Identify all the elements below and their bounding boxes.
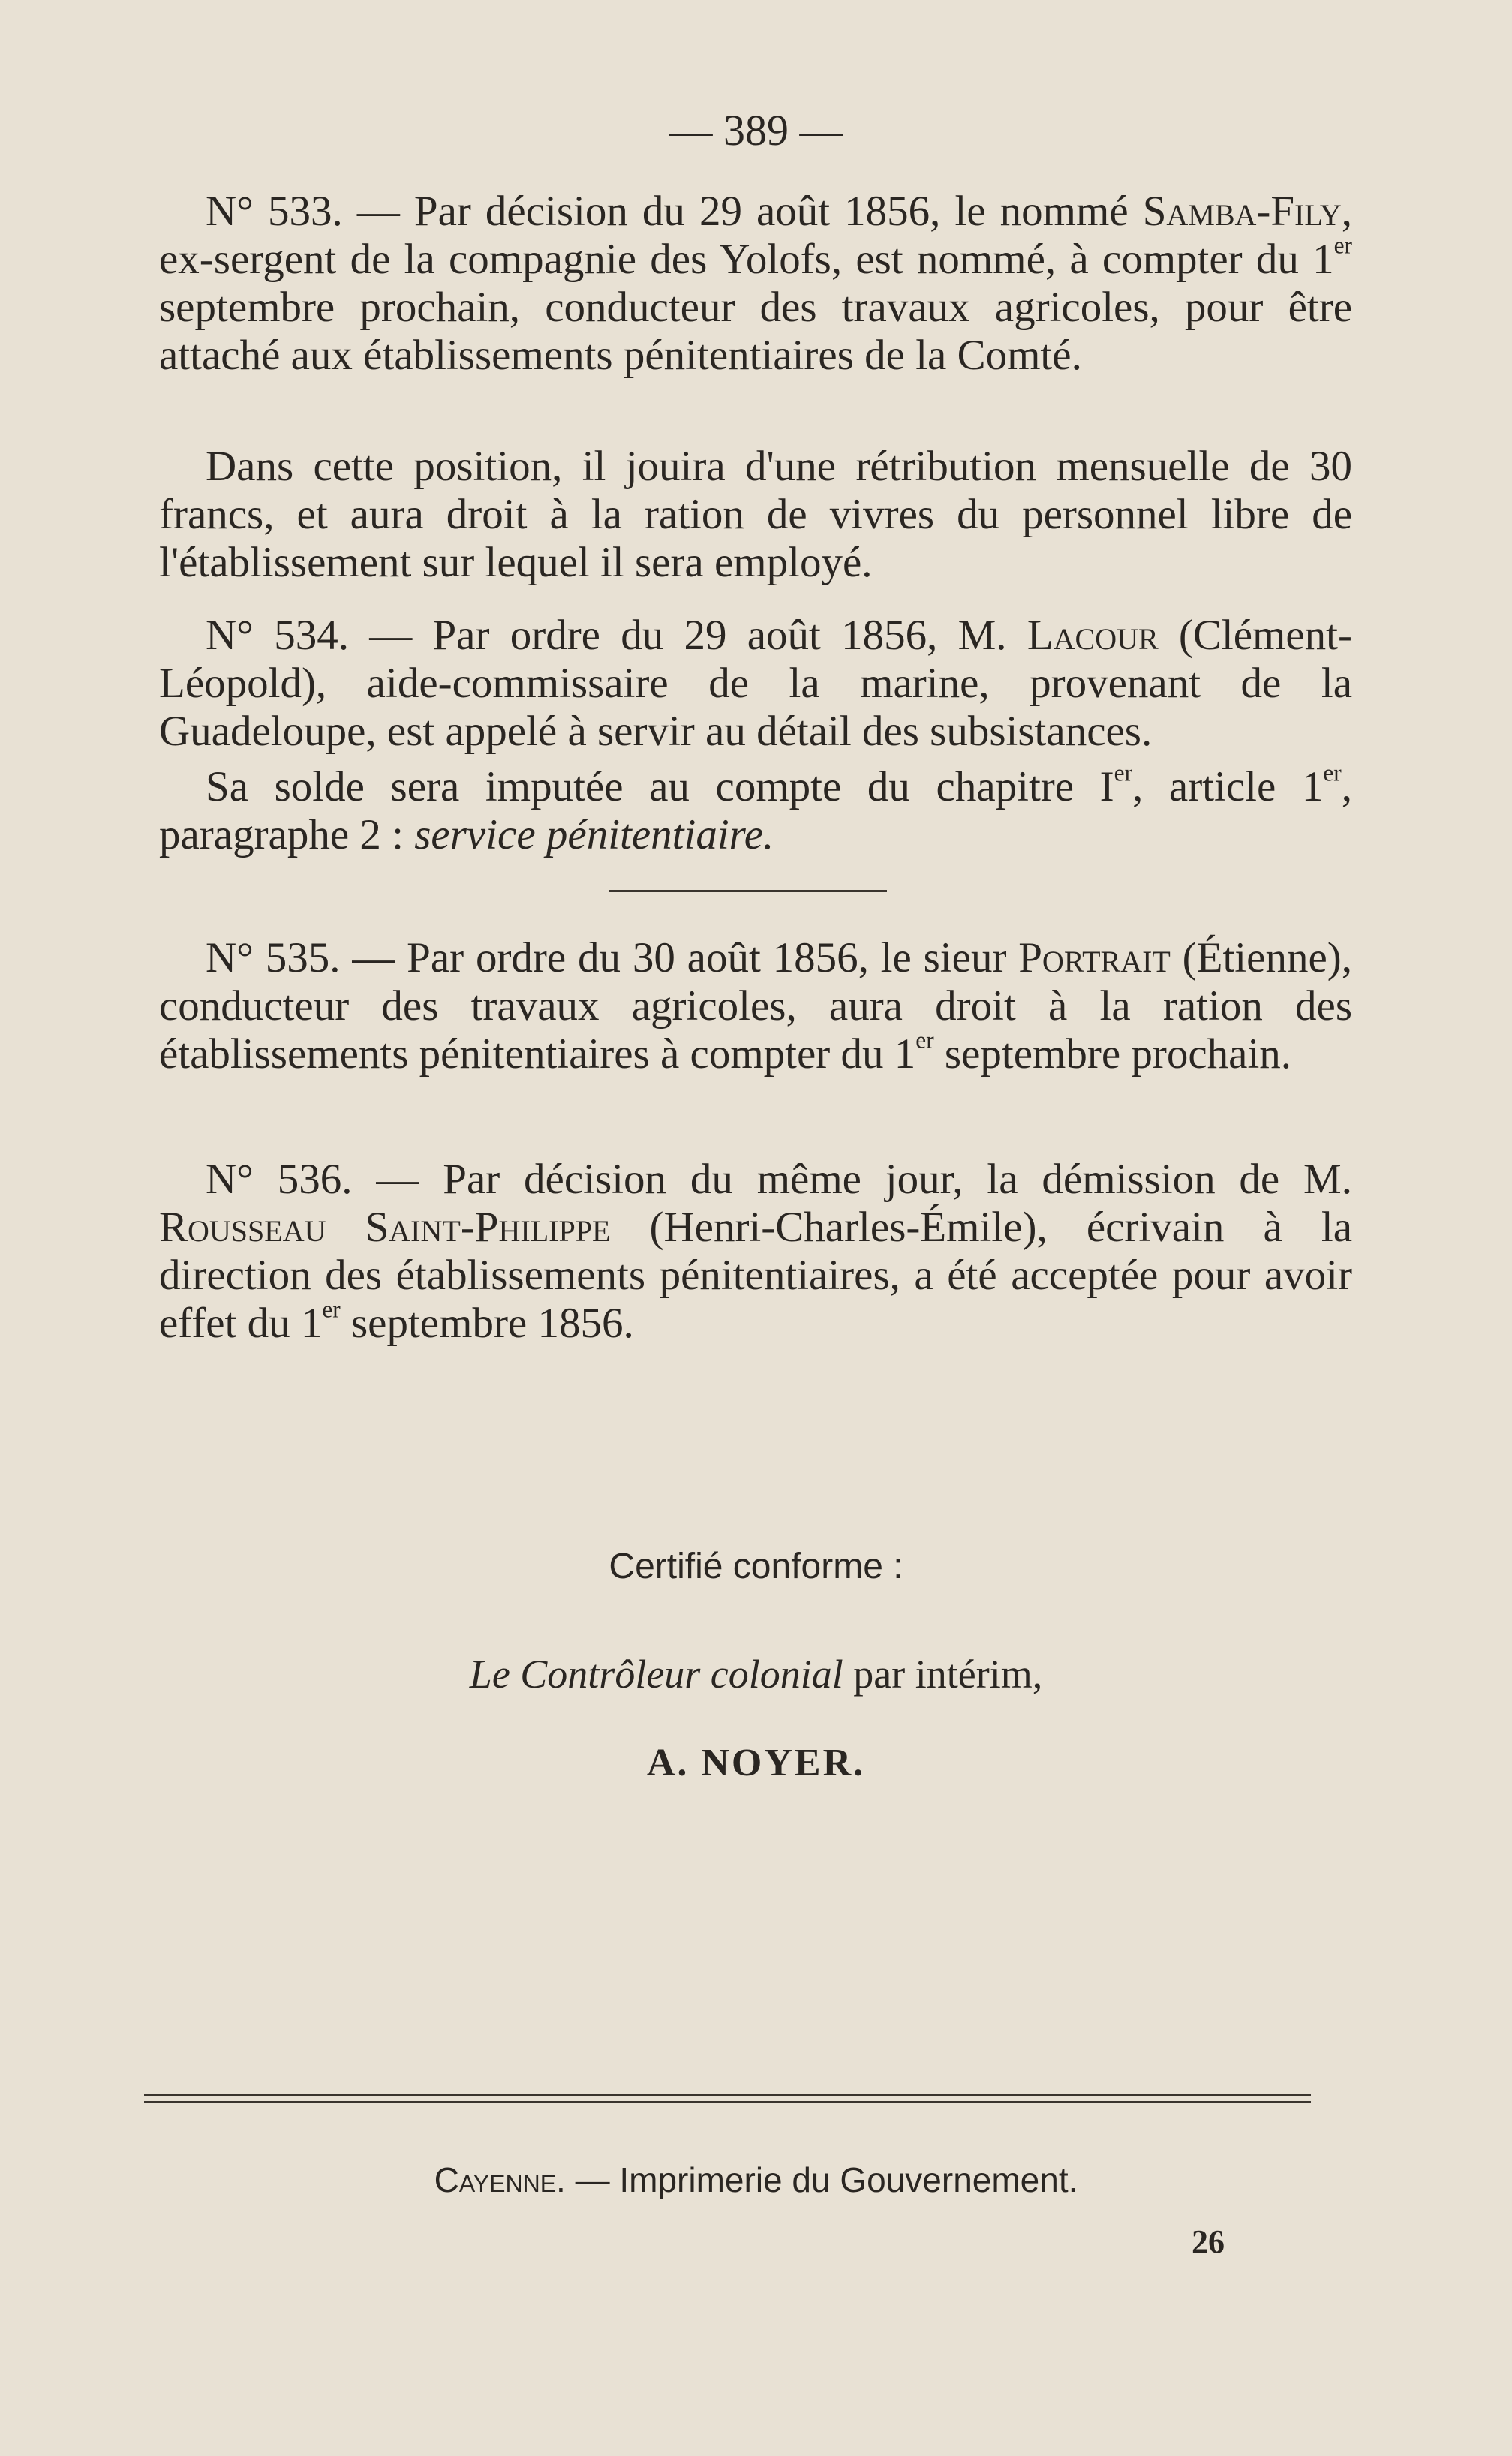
entry-536-number: N° 536. bbox=[206, 1156, 353, 1203]
entry-535-number: N° 535. bbox=[206, 934, 341, 981]
entry-534-continued-block bbox=[159, 759, 1352, 859]
person-name: Rousseau Saint-Philippe bbox=[159, 1204, 611, 1251]
entry-534-continued: Sa solde sera imputée au compte du chapitre Ier, article 1er, paragraphe 2 : service pénitentiaire. bbox=[159, 759, 1352, 858]
entry-533-number: N° 533. bbox=[206, 188, 343, 235]
section-divider bbox=[609, 890, 887, 892]
printer-imprint: Cayenne. — Imprimerie du Gouvernement. bbox=[434, 2160, 1078, 2199]
entry-533-block bbox=[159, 188, 1352, 380]
sheet-number: 26 bbox=[1192, 2223, 1225, 2260]
certification-line: Certifié conforme : bbox=[609, 1547, 903, 1586]
entry-533: N° 533. — Par décision du 29 août 1856, le nommé Samba-Fily, ex-sergent de la compagnie des Yolofs, est nommé, à compter du 1er septembre prochain, conducteur des travaux agricoles, pour être attaché aux établissements pénitentiaires de la Comté. bbox=[159, 188, 1352, 379]
entry-536-block bbox=[159, 1156, 1352, 1348]
signatory-role: Le Contrôleur colonial par intérim, bbox=[469, 1652, 1043, 1697]
entry-535: N° 535. — Par ordre du 30 août 1856, le sieur Portrait (Étienne), conducteur des travaux agricoles, aura droit à la ration des établissements pénitentiaires à compter du 1er septembre prochain. bbox=[159, 934, 1352, 1078]
entry-534-number: N° 534. bbox=[206, 612, 349, 659]
entry-534-block bbox=[159, 612, 1352, 756]
entry-536: N° 536. — Par décision du même jour, la démission de M. Rousseau Saint-Philippe (Henri-Charles-Émile), écrivain à la direction des établissements pénitentiaires, a été acceptée pour avoir effet du 1er septembre 1856. bbox=[159, 1156, 1353, 1347]
page-number: — 389 — bbox=[669, 106, 843, 155]
footer-rule-thin bbox=[144, 2101, 1311, 2103]
footer-rule bbox=[144, 2094, 1311, 2096]
person-name: Lacour bbox=[1027, 612, 1159, 659]
person-name: Samba-Fily bbox=[1142, 188, 1342, 235]
person-name: Portrait bbox=[1018, 934, 1171, 981]
entry-534: N° 534. — Par ordre du 29 août 1856, M. Lacour (Clément-Léopold), aide-commissaire de la marine, provenant de la Guadeloupe, est appelé à servir au détail des subsistances. bbox=[159, 612, 1352, 755]
entry-533-continued: Dans cette position, il jouira d'une rétribution mensuelle de 30 francs, et aura droit à la ration de vivres du personnel libre de l'établissement sur lequel il sera employé. bbox=[159, 443, 1352, 586]
imprint-city: Cayenne. bbox=[434, 2160, 566, 2199]
entry-533-continued-block bbox=[159, 443, 1352, 587]
italic-phrase: service pénitentiaire. bbox=[414, 811, 774, 858]
entry-535-block bbox=[159, 934, 1352, 1078]
signature-name: A. NOYER. bbox=[646, 1742, 866, 1784]
